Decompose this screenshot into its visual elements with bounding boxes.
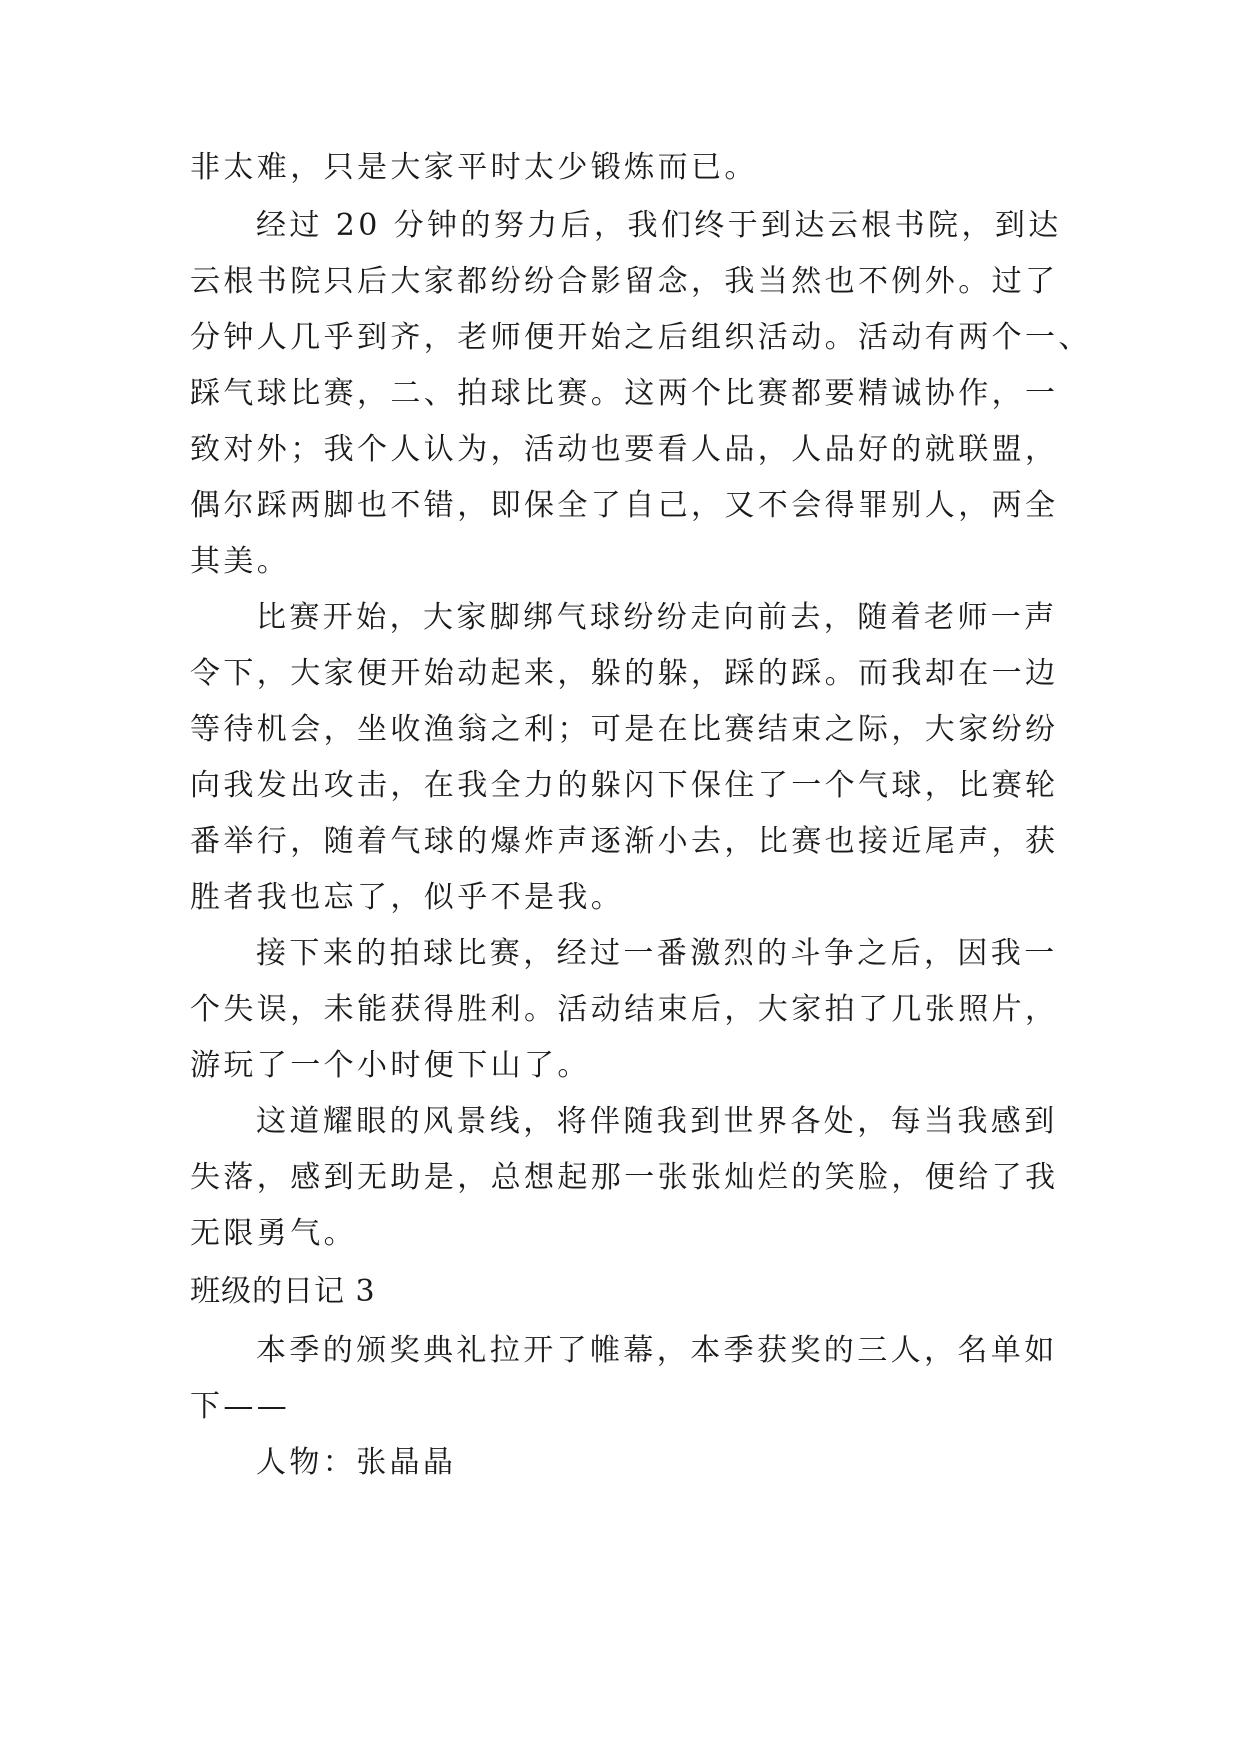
text-line: 向我发出攻击，在我全力的躲闪下保住了一个气球，比赛轮 <box>190 768 1059 803</box>
paragraph-first-line: 本季的颁奖典礼拉开了帷幕，本季获奖的三人，名单如 <box>256 1333 1058 1368</box>
paragraph-first-line: 经过 20 分钟的努力后，我们终于到达云根书院，到达 <box>256 208 1062 243</box>
paragraph-first-line: 人物：张晶晶 <box>256 1445 457 1480</box>
text-line: 其美。 <box>190 544 291 579</box>
text-line: 下—— <box>190 1389 291 1424</box>
text-line: 失落，感到无助是，总想起那一张张灿烂的笑脸，便给了我 <box>190 1160 1059 1195</box>
paragraph-first-line: 比赛开始，大家脚绑气球纷纷走向前去，随着老师一声 <box>256 600 1058 635</box>
section-heading: 班级的日记 3 <box>190 1274 376 1309</box>
text-line: 游玩了一个小时便下山了。 <box>190 1048 591 1083</box>
paragraph-first-line: 接下来的拍球比赛，经过一番激烈的斗争之后，因我一 <box>256 936 1058 971</box>
paragraph-first-line: 这道耀眼的风景线，将伴随我到世界各处，每当我感到 <box>256 1104 1058 1139</box>
text-line: 个失误，未能获得胜利。活动结束后，大家拍了几张照片， <box>190 992 1059 1027</box>
text-line: 非太难，只是大家平时太少锻炼而已。 <box>190 150 758 185</box>
text-line: 偶尔踩两脚也不错，即保全了自己，又不会得罪别人，两全 <box>190 488 1059 523</box>
text-line: 胜者我也忘了，似乎不是我。 <box>190 880 625 915</box>
text-line: 踩气球比赛，二、拍球比赛。这两个比赛都要精诚协作，一 <box>190 376 1059 411</box>
text-line: 分钟人几乎到齐，老师便开始之后组织活动。活动有两个一、 <box>190 320 1092 355</box>
text-line: 等待机会，坐收渔翁之利；可是在比赛结束之际，大家纷纷 <box>190 712 1059 747</box>
text-line: 番举行，随着气球的爆炸声逐渐小去，比赛也接近尾声，获 <box>190 824 1059 859</box>
text-line: 云根书院只后大家都纷纷合影留念，我当然也不例外。过了 <box>190 264 1059 299</box>
text-line: 致对外；我个人认为，活动也要看人品，人品好的就联盟， <box>190 432 1059 467</box>
text-line: 令下，大家便开始动起来，躲的躲，踩的踩。而我却在一边 <box>190 656 1059 691</box>
text-line: 无限勇气。 <box>190 1216 357 1251</box>
